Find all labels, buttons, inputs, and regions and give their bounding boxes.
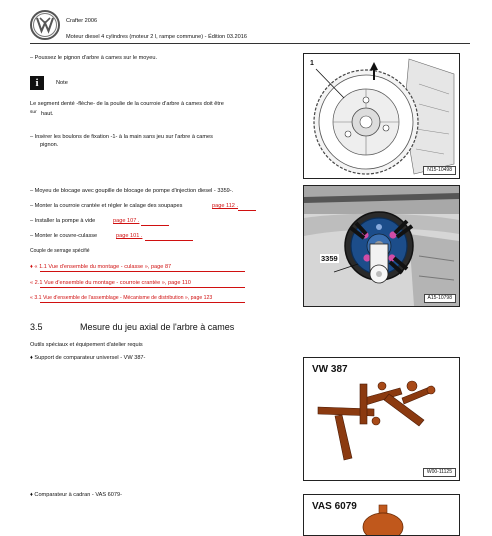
figure-locking-hub [303,185,460,307]
figure3-title: VW 387 [312,364,348,375]
figure-camshaft-sprocket [303,53,460,179]
tool-vas6079: ♦ Comparateur à cadran - VAS 6079- [30,492,122,498]
step-insert-bolts: – Insérer les boulons de fixation -1- à la main sans jeu sur l'arbre à cames [30,134,213,140]
link-cylinder-head[interactable]: ♦ « 1.1 Vue d'ensemble du montage - culasse », page 87 [30,264,172,270]
link-page-107[interactable]: page 107 . [113,218,140,224]
header-title: Crafter 2006 [66,18,98,24]
step-push-sprocket: – Poussez le pignon d'arbre à cames sur le moyeu. [30,55,157,61]
link-timing-mechanism[interactable]: « 3.1 Vue d'ensemble de l'assemblage - Mécanisme de distribution », page 123 [30,295,213,301]
torque-title: Couple de serrage spécifié [30,248,90,254]
tools-title: Outils spéciaux et équipement d'atelier requis [30,342,143,348]
note-label: Note [56,80,68,86]
figure-vas-6079 [303,494,460,536]
header-rule [30,43,470,44]
link-page-101[interactable]: page 101 . [116,233,143,239]
link-page-112[interactable]: page 112 . [212,203,239,209]
note-haut: haut. [41,111,54,117]
step-fit-cover: – Monter le couvre-culasse [30,233,98,239]
step-install-pump: – Installer la pompe à vide [30,218,96,224]
note-text: Le segment denté -flèche- de la poulie de la courroie d'arbre à cames doit être [30,101,224,107]
vw-logo-icon [30,10,60,40]
link-underline [40,271,245,272]
figure2-callout: 3359 [321,254,338,263]
section-title: Mesure du jeu axial de l'arbre à cames [80,322,235,332]
step-lock-hub: – Moyeu de blocage avec goupille de blocage de pompe d'injection diesel - 3359-. [30,188,234,194]
link-underline [145,240,193,241]
figure3-tag: W00-11125 [423,468,456,477]
step-fit-belt: – Monter la courroie crantée et régler le calage des soupapes [30,203,183,209]
link-underline [141,225,169,226]
link-underline [40,287,245,288]
figure4-title: VAS 6079 [312,501,357,512]
tool-vw387: ♦ Support de comparateur universel - VW 387- [30,355,146,361]
link-underline [238,210,256,211]
section-number: 3.5 [30,322,43,332]
step-insert-bolts-cont: pignon. [40,142,59,148]
figure2-tag: A15-10798 [424,294,456,303]
info-icon: i [30,76,44,90]
figure1-tag: N15-10498 [423,166,456,175]
note-sur: sur [30,110,37,115]
figure1-callout: 1 [310,60,314,67]
header-subtitle: Moteur diesel 4 cylindres (moteur 2 l, rampe commune) - Édition 03.2016 [66,34,247,40]
link-toothed-belt[interactable]: « 2.1 Vue d'ensemble du montage - courroie crantée », page 110 [30,280,191,286]
figure-vw-387 [303,357,460,481]
link-underline [40,302,245,303]
